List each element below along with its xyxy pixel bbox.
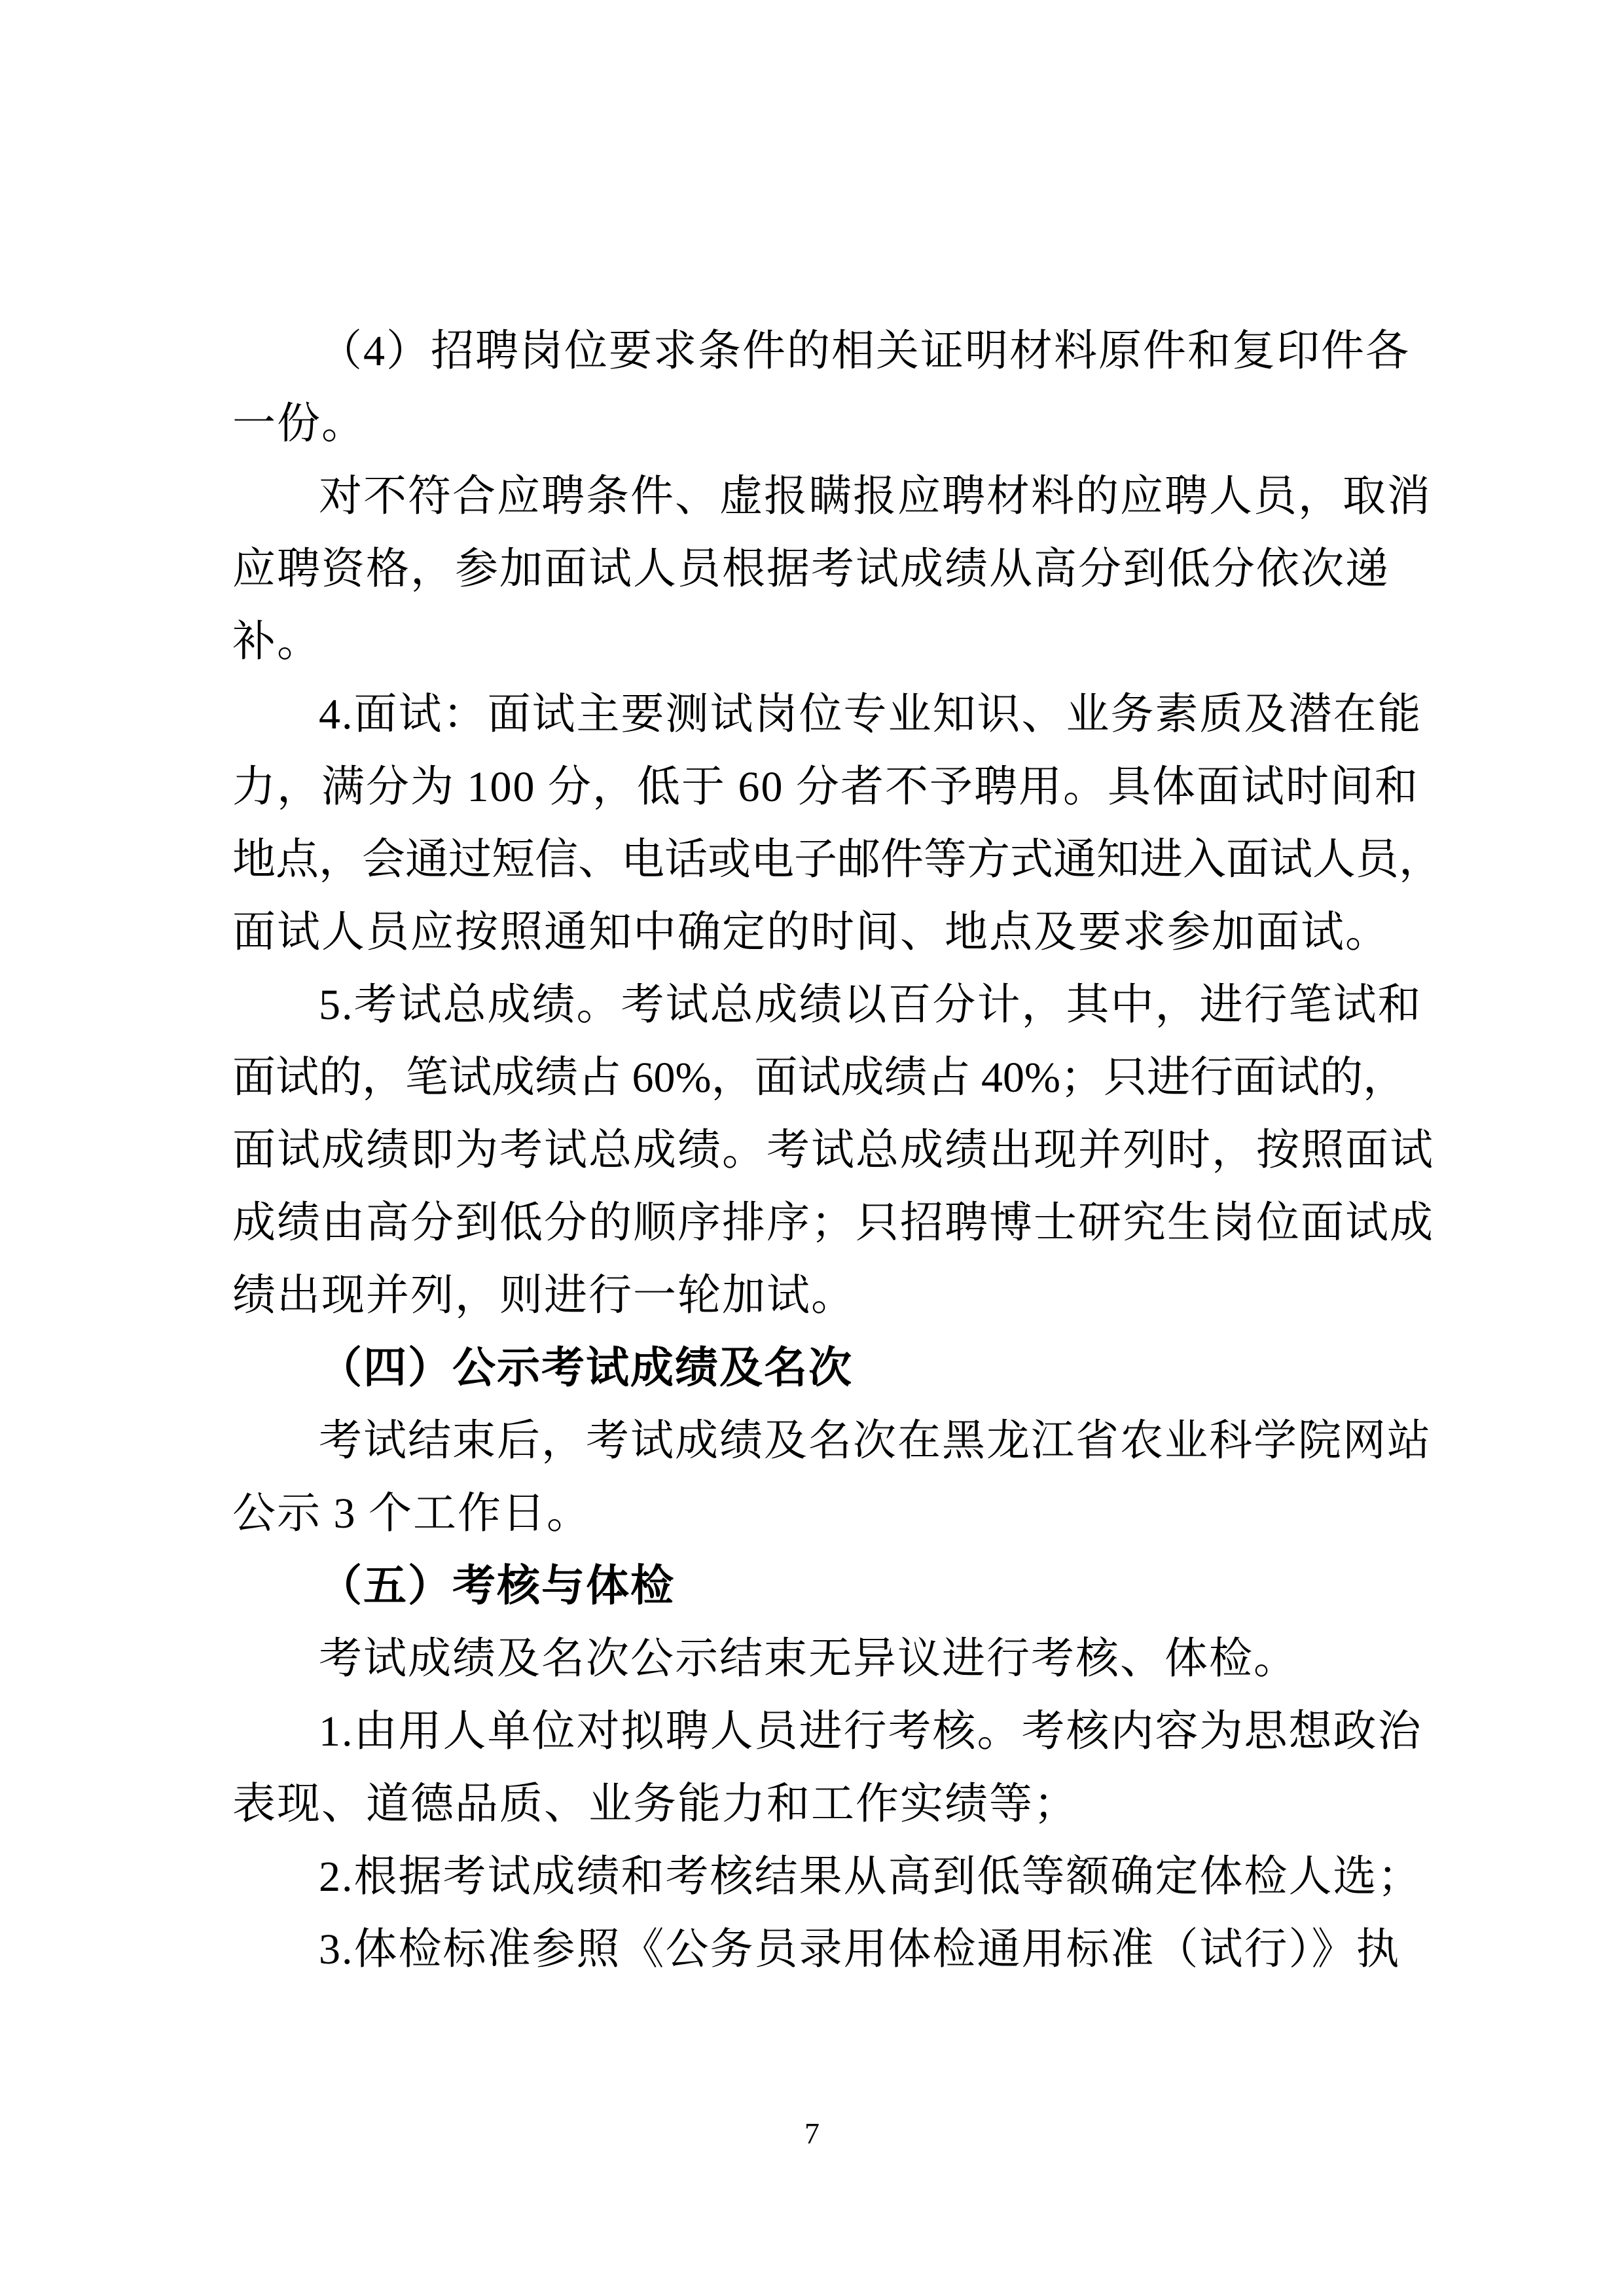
text-line: 1.由用人单位对拟聘人员进行考核。考核内容为思想政治: [319, 1708, 1422, 1755]
text-line: 地点，会通过短信、电话或电子邮件等方式通知进入面试人员，: [232, 836, 1442, 884]
text-line: 补。: [232, 618, 321, 666]
text-line: 面试成绩即为考试总成绩。考试总成绩出现并列时，按照面试: [232, 1126, 1434, 1174]
text-line: 3.体检标准参照《公务员录用体检通用标准（试行）》执: [319, 1926, 1401, 1973]
text-line: 4.面试：面试主要测试岗位专业知识、业务素质及潜在能: [319, 691, 1422, 738]
text-line: 公示 3 个工作日。: [232, 1490, 591, 1537]
text-line: 力，满分为 100 分，低于 60 分者不予聘用。具体面试时间和: [232, 763, 1419, 811]
text-line: 2.根据考试成绩和考核结果从高到低等额确定体检人选；: [319, 1853, 1422, 1901]
text-line: 表现、道德品质、业务能力和工作实绩等；: [232, 1780, 1078, 1828]
text-line: 考试结束后，考试成绩及名次在黑龙江省农业科学院网站: [319, 1417, 1432, 1465]
text-line: 应聘资格，参加面试人员根据考试成绩从高分到低分依次递: [232, 545, 1390, 593]
text-line: 考试成绩及名次公示结束无异议进行考核、体检。: [319, 1635, 1298, 1683]
section-heading: （四）公示考试成绩及名次: [319, 1344, 853, 1392]
text-line: 成绩由高分到低分的顺序排序；只招聘博士研究生岗位面试成: [232, 1199, 1434, 1247]
document-body: [232, 315, 1442, 1986]
text-line: （4）招聘岗位要求条件的相关证明材料原件和复印件各: [319, 327, 1410, 375]
text-line: 面试人员应按照通知中确定的时间、地点及要求参加面试。: [232, 908, 1390, 956]
text-line: 一份。: [232, 400, 366, 448]
text-line: 对不符合应聘条件、虚报瞒报应聘材料的应聘人员，取消: [319, 473, 1432, 520]
text-line: 面试的，笔试成绩占 60%，面试成绩占 40%；只进行面试的，: [232, 1054, 1406, 1102]
section-heading: （五）考核与体检: [319, 1562, 675, 1610]
text-line: 绩出现并列，则进行一轮加试。: [232, 1272, 856, 1319]
page-number: 7: [804, 2117, 820, 2150]
text-line: 5.考试总成绩。考试总成绩以百分计，其中，进行笔试和: [319, 981, 1422, 1029]
